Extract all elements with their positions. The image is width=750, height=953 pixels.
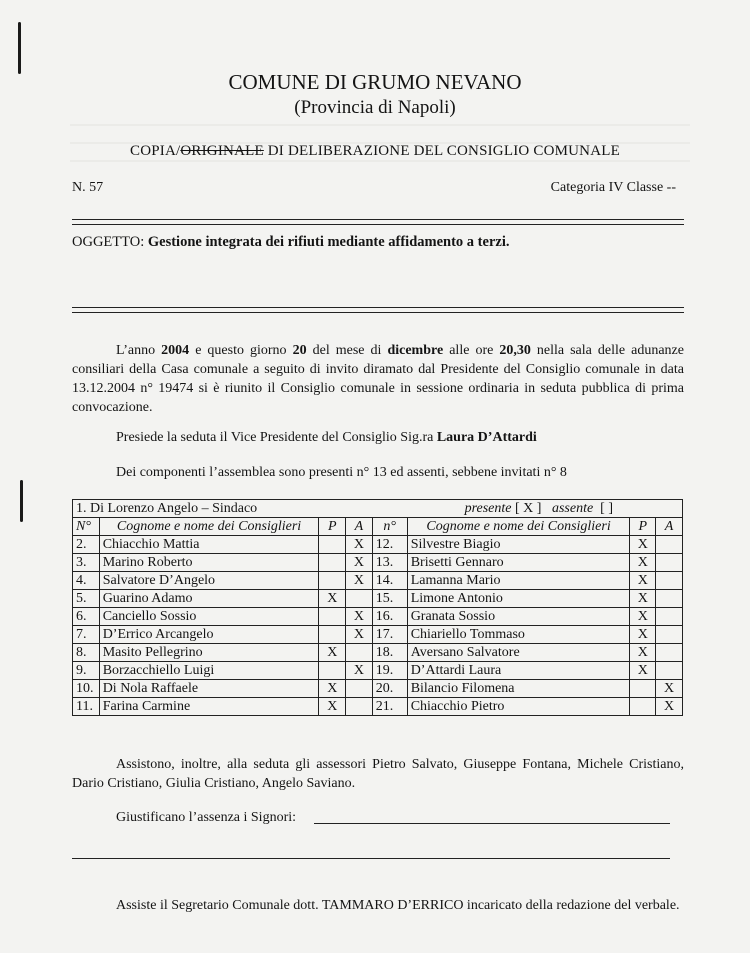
row-number: 19. xyxy=(372,662,407,680)
absent-mark: X xyxy=(346,608,373,626)
row-number: 18. xyxy=(372,644,407,662)
absent-mark xyxy=(346,698,373,716)
attendance-table xyxy=(72,499,683,716)
col-p2: P xyxy=(630,518,656,536)
absent-mark xyxy=(346,680,373,698)
present-mark xyxy=(319,608,346,626)
sindaco-row xyxy=(73,500,683,518)
table-row xyxy=(73,644,683,662)
assente-label: assente xyxy=(551,501,594,516)
present-mark xyxy=(630,698,656,716)
table-row xyxy=(73,608,683,626)
sindaco-cell xyxy=(73,500,683,518)
absent-mark xyxy=(346,590,373,608)
giorno: 20 xyxy=(292,343,307,358)
councillor-name: Chiacchio Mattia xyxy=(99,536,319,554)
present-mark xyxy=(319,626,346,644)
absent-mark xyxy=(656,536,683,554)
delibera-number: N. 57 xyxy=(72,180,104,195)
councillor-name: Lamanna Mario xyxy=(407,572,630,590)
table-row xyxy=(73,662,683,680)
row-number: 5. xyxy=(73,590,100,608)
row-number: 6. xyxy=(73,608,100,626)
ora: 20,30 xyxy=(499,343,531,358)
present-mark: X xyxy=(630,536,656,554)
row-number: 17. xyxy=(372,626,407,644)
absent-mark: X xyxy=(346,554,373,572)
row-number: 2. xyxy=(73,536,100,554)
councillor-name: Silvestre Biagio xyxy=(407,536,630,554)
sindaco-status xyxy=(465,500,679,517)
comune-title: COMUNE DI GRUMO NEVANO xyxy=(228,70,522,94)
giustificano-line-2 xyxy=(72,858,670,859)
absent-mark: X xyxy=(346,572,373,590)
councillor-name: Bilancio Filomena xyxy=(407,680,630,698)
councillor-name: Aversano Salvatore xyxy=(407,644,630,662)
councillor-name: Granata Sossio xyxy=(407,608,630,626)
row-number: 12. xyxy=(372,536,407,554)
absent-mark xyxy=(346,644,373,662)
councillor-name: Limone Antonio xyxy=(407,590,630,608)
present-mark: X xyxy=(319,698,346,716)
assistono-paragraph: Assistono, inoltre, alla seduta gli assessori Pietro Salvato, Giuseppe Fontana, Michele Cristiano, Dario Cristiano, Giulia Cristiano, Angelo Saviano. xyxy=(72,757,684,791)
anno: 2004 xyxy=(161,343,190,358)
col-name: Cognome e nome dei Consiglieri xyxy=(99,518,319,536)
mese: dicembre xyxy=(387,343,444,358)
row-number: 16. xyxy=(372,608,407,626)
text: Presiede la seduta il Vice Presidente del Consiglio Sig.ra xyxy=(116,430,437,445)
oggetto-row xyxy=(72,234,684,251)
col-name2: Cognome e nome dei Consiglieri xyxy=(407,518,630,536)
row-number: 7. xyxy=(73,626,100,644)
presente-label: presente xyxy=(464,501,512,516)
oggetto-label: OGGETTO: xyxy=(72,234,148,250)
componenti-paragraph: Dei componenti l’assemblea sono presenti n° 13 ed assenti, sebbene invitati n° 8 xyxy=(116,465,567,480)
present-mark xyxy=(319,572,346,590)
oggetto-text: Gestione integrata dei rifiuti mediante affidamento a terzi. xyxy=(147,234,510,250)
scan-mark xyxy=(20,480,23,522)
row-number: 21. xyxy=(372,698,407,716)
present-mark: X xyxy=(630,662,656,680)
row-number: 8. xyxy=(73,644,100,662)
row-number: 10. xyxy=(73,680,100,698)
col-a: A xyxy=(346,518,373,536)
text: e questo giorno xyxy=(189,343,293,358)
table-row xyxy=(73,698,683,716)
present-mark: X xyxy=(630,626,656,644)
councillor-name: Chiariello Tommaso xyxy=(407,626,630,644)
present-mark: X xyxy=(319,590,346,608)
scan-mark xyxy=(18,22,21,74)
row-number: 20. xyxy=(372,680,407,698)
present-mark xyxy=(319,554,346,572)
table-row xyxy=(73,680,683,698)
row-number: 14. xyxy=(372,572,407,590)
table-row xyxy=(73,590,683,608)
row-number: 4. xyxy=(73,572,100,590)
table-row xyxy=(73,554,683,572)
absent-mark: X xyxy=(656,698,683,716)
document-type xyxy=(0,143,750,160)
categoria: Categoria IV Classe -- xyxy=(550,180,676,195)
present-mark: X xyxy=(630,572,656,590)
present-mark xyxy=(319,662,346,680)
councillor-name: Guarino Adamo xyxy=(99,590,319,608)
present-mark: X xyxy=(319,680,346,698)
text: nella sala delle adunanze consiliari della Casa comunale a seguito di invito diramato dal Presidente del Consiglio comunale in data 13.12.2004 n° 19474 si è riunito il Consiglio comunale in sessione ordinaria in seduta pubblica di prima convocazione. xyxy=(72,343,684,415)
opening-paragraph xyxy=(72,341,684,417)
councillor-name: Marino Roberto xyxy=(99,554,319,572)
originale-label: ORIGINALE xyxy=(180,143,264,159)
present-mark xyxy=(630,680,656,698)
copia-label: COPIA/ xyxy=(130,143,181,159)
table-row xyxy=(73,572,683,590)
sindaco-name: 1. Di Lorenzo Angelo – Sindaco xyxy=(76,501,258,516)
absent-mark xyxy=(656,590,683,608)
text: alle ore xyxy=(443,343,500,358)
giustificano-label: Giustificano l’assenza i Signori: xyxy=(116,810,297,825)
deliberazione-label: DI DELIBERAZIONE DEL CONSIGLIO COMUNALE xyxy=(263,143,620,159)
councillor-name: Brisetti Gennaro xyxy=(407,554,630,572)
row-number: 3. xyxy=(73,554,100,572)
councillor-name: Masito Pellegrino xyxy=(99,644,319,662)
col-n2: n° xyxy=(372,518,407,536)
table-row xyxy=(73,626,683,644)
absent-mark xyxy=(656,608,683,626)
absent-mark xyxy=(656,644,683,662)
divider xyxy=(72,219,684,225)
segretario-paragraph: Assiste il Segretario Comunale dott. TAMMARO D’ERRICO incaricato della redazione del verbale. xyxy=(116,898,680,913)
present-mark: X xyxy=(630,590,656,608)
reference-row xyxy=(72,180,684,196)
present-mark: X xyxy=(319,644,346,662)
absent-mark xyxy=(656,662,683,680)
col-n: N° xyxy=(73,518,100,536)
row-number: 11. xyxy=(73,698,100,716)
councillor-name: Farina Carmine xyxy=(99,698,319,716)
present-mark: X xyxy=(630,608,656,626)
present-mark: X xyxy=(630,644,656,662)
absent-mark: X xyxy=(346,536,373,554)
councillor-name: Borzacchiello Luigi xyxy=(99,662,319,680)
absent-mark xyxy=(656,554,683,572)
present-mark xyxy=(319,536,346,554)
table-row xyxy=(73,536,683,554)
present-mark: X xyxy=(630,554,656,572)
presidente-name: Laura D’Attardi xyxy=(436,430,537,445)
councillor-name: D’Attardi Laura xyxy=(407,662,630,680)
councillor-name: Canciello Sossio xyxy=(99,608,319,626)
absent-mark xyxy=(656,572,683,590)
divider xyxy=(72,307,684,313)
col-p: P xyxy=(319,518,346,536)
text: L’anno xyxy=(116,343,162,358)
row-number: 15. xyxy=(372,590,407,608)
giustificano-line xyxy=(314,823,670,824)
councillor-name: Salvatore D’Angelo xyxy=(99,572,319,590)
presente-mark: [ X ] xyxy=(515,501,542,516)
absent-mark: X xyxy=(656,680,683,698)
councillor-name: D’Errico Arcangelo xyxy=(99,626,319,644)
text: del mese di xyxy=(306,343,388,358)
absent-mark xyxy=(656,626,683,644)
provincia-subtitle: (Provincia di Napoli) xyxy=(294,97,456,118)
absent-mark: X xyxy=(346,626,373,644)
councillor-name: Chiacchio Pietro xyxy=(407,698,630,716)
absent-mark: X xyxy=(346,662,373,680)
row-number: 13. xyxy=(372,554,407,572)
councillor-name: Di Nola Raffaele xyxy=(99,680,319,698)
row-number: 9. xyxy=(73,662,100,680)
col-a2: A xyxy=(656,518,683,536)
table-header xyxy=(73,518,683,536)
assente-mark: [ ] xyxy=(600,501,613,516)
presiede-paragraph xyxy=(72,428,684,447)
